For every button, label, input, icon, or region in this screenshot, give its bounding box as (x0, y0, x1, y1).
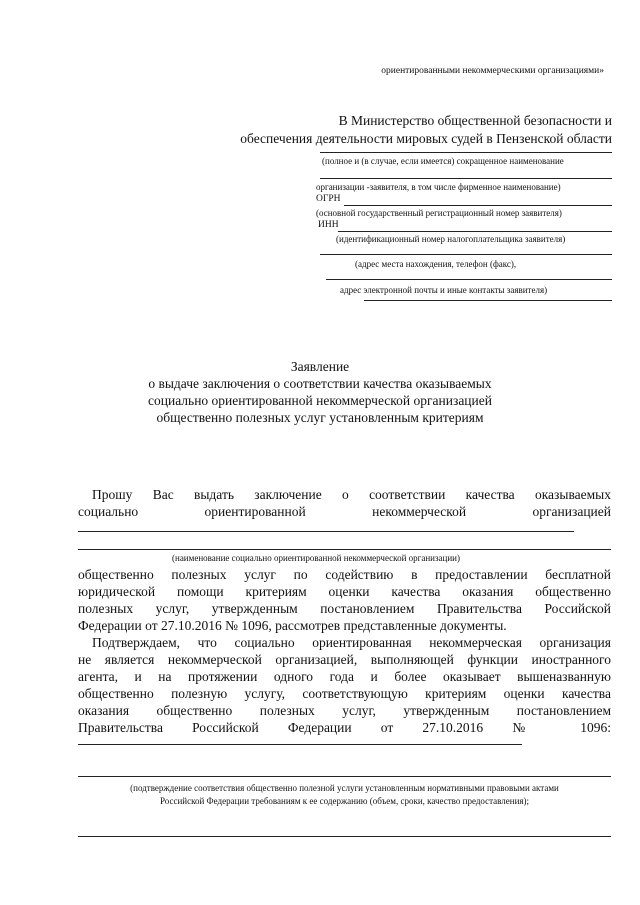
inn-label: ИНН (318, 220, 339, 230)
email-caption: адрес электронной почты и иные контакты заявителя) (340, 285, 548, 295)
footer-caption-1: (подтверждение соответствия общественно полезной услуги установленным нормативными правовыми актами (130, 783, 559, 793)
title-line-2: о выдаче заключения о соответствии качества оказываемых (148, 376, 492, 391)
ogrn-label: ОГРН (316, 194, 341, 204)
email-field[interactable] (326, 279, 612, 280)
document-title: Заявление (290, 359, 350, 374)
address-field[interactable] (320, 254, 612, 255)
applicant-name-caption-2: организации -заявителя, в том числе фирменное наименование) (316, 182, 561, 192)
service-conformity-line-3[interactable] (78, 836, 611, 837)
ogrn-field[interactable] (344, 205, 612, 206)
addressee-line-2: обеспечения деятельности мировых судей в Пензенской области (240, 131, 612, 146)
p1-line-1: Прошу Вас выдать заключение о соответствии качества оказываемых (92, 487, 611, 502)
p1-line-4: юридической помощи критериям оценки качества оказания общественно (78, 584, 611, 599)
org-name-line-2[interactable] (78, 549, 611, 550)
p1-line-3: общественно полезных услуг по содействию в предоставлении бесплатной (78, 567, 611, 582)
p2-line-6: Правительства Российской Федерации от 27.10.2016 № 1096: (78, 720, 611, 735)
p2-line-4: общественно полезную услугу, соответствующую критериям оценки качества (78, 686, 611, 701)
p1-line-2: социально ориентированной некоммерческой организацией (78, 504, 611, 519)
p2-line-2: не является некоммерческой организацией, выполняющей функции иностранного (78, 652, 611, 667)
p2-line-3: агента, и на протяжении одного года и более оказывает вышеназванную (78, 669, 611, 684)
ogrn-caption: (основной государственный регистрационный номер заявителя) (316, 208, 562, 218)
footer-caption-2: Российской Федерации требованиям к ее содержанию (объем, сроки, качество предоставления); (159, 796, 530, 806)
p2-line-1: Подтверждаем, что социально ориентированная некоммерческая организация (92, 635, 611, 650)
p2-line-5: оказания общественно полезных услуг, утвержденным постановлением (78, 703, 611, 718)
contacts-line[interactable] (364, 300, 612, 301)
addressee-line-1: В Министерство общественной безопасности и (338, 113, 612, 128)
p1-line-5: полезных услуг, утвержденным постановлением Правительства Российской (78, 601, 611, 616)
service-conformity-line-2[interactable] (78, 776, 611, 777)
header-note: ориентированными некоммерческими организациями» (381, 66, 604, 76)
org-name-caption: (наименование социально ориентированной некоммерческой организации) (172, 553, 460, 563)
org-name-line-1[interactable] (78, 531, 574, 532)
address-caption: (адрес места нахождения, телефон (факс), (355, 259, 517, 269)
inn-field[interactable] (338, 231, 612, 232)
applicant-name-line-2[interactable] (320, 178, 612, 179)
title-line-3: социально ориентированной некоммерческой организацией (148, 393, 492, 408)
service-conformity-line-1[interactable] (78, 744, 522, 745)
inn-caption: (идентификационный номер налогоплательщика заявителя) (336, 234, 566, 244)
applicant-name-line[interactable] (320, 152, 612, 153)
p1-line-6: Федерации от 27.10.2016 № 1096, рассмотрев представленные документы. (78, 618, 507, 633)
applicant-name-caption-1: (полное и (в случае, если имеется) сокращенное наименование (322, 156, 564, 166)
title-line-4: общественно полезных услуг установленным критериям (156, 410, 484, 425)
